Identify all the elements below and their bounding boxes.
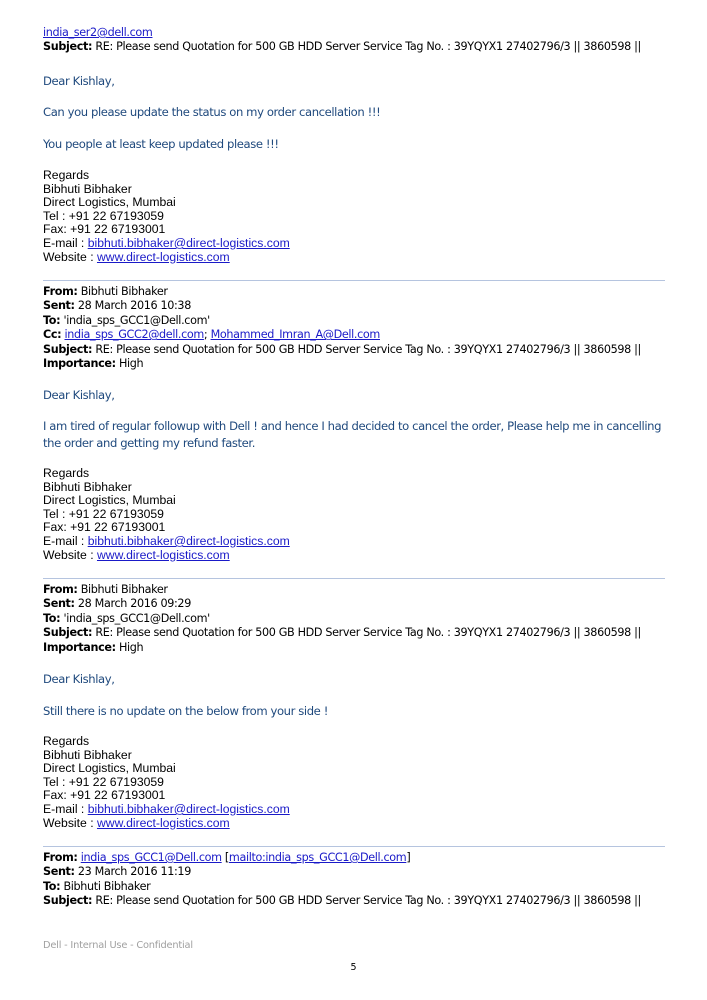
signature-email-link[interactable]: bibhuti.bibhaker@direct-logistics.com — [87, 235, 290, 250]
email-header-1 — [43, 26, 641, 55]
confidentiality-footer: Dell - Internal Use - Confidential — [43, 940, 193, 951]
from-label: From: — [43, 851, 78, 864]
subject-label: Subject: — [43, 626, 93, 640]
signature-email-label: E-mail : — [43, 533, 88, 548]
subject-value: RE: Please send Quotation for 500 GB HDD Server Service Tag No. : 39YQYX1 27402796/3 || 3860598 || — [92, 626, 641, 640]
signature-website-label: Website : — [43, 815, 97, 830]
sent-value: 28 March 2016 09:29 — [74, 597, 191, 611]
cc-email-link[interactable]: india_sps_GCC2@dell.com — [64, 328, 204, 342]
to-value: Bibhuti Bibhaker — [60, 879, 151, 893]
message-separator — [43, 280, 665, 281]
importance-value: High — [115, 640, 144, 654]
cc-label: Cc: — [43, 328, 62, 342]
signature-company: Direct Logistics, Mumbai — [43, 195, 176, 210]
sent-label: Sent: — [43, 299, 75, 313]
signature-regards: Regards — [43, 168, 90, 182]
signature-company: Direct Logistics, Mumbai — [43, 493, 176, 508]
signature-regards: Regards — [43, 734, 90, 748]
signature-tel: Tel : +91 22 67193059 — [43, 208, 164, 223]
email-header-2 — [43, 285, 641, 371]
signature-email-link[interactable]: bibhuti.bibhaker@direct-logistics.com — [87, 533, 290, 548]
signature-email-label: E-mail : — [43, 235, 88, 250]
subject-label: Subject: — [43, 342, 93, 356]
signature-email-link[interactable]: bibhuti.bibhaker@direct-logistics.com — [87, 801, 290, 816]
signature-company: Direct Logistics, Mumbai — [43, 761, 176, 776]
signature-website-label: Website : — [43, 547, 97, 562]
body-paragraph: I am tired of regular followup with Dell ! and hence I had decided to cancel the order, Please help me in cancelling the order and getting my refund faster. — [43, 419, 662, 450]
cc-separator: ; — [203, 328, 211, 342]
signature-name: Bibhuti Bibhaker — [43, 479, 132, 494]
body-paragraph: Can you please update the status on my order cancellation !!! — [43, 105, 381, 119]
importance-value: High — [115, 357, 144, 371]
from-value: Bibhuti Bibhaker — [77, 583, 168, 596]
body-paragraph: Still there is no update on the below from your side ! — [43, 704, 328, 718]
signature-regards: Regards — [43, 466, 90, 480]
signature-block — [43, 169, 290, 264]
from-email-link[interactable]: india_sps_GCC1@Dell.com — [80, 851, 222, 864]
signature-fax: Fax: +91 22 67193001 — [43, 520, 166, 535]
sent-value: 23 March 2016 11:19 — [74, 865, 191, 879]
signature-fax: Fax: +91 22 67193001 — [43, 788, 166, 803]
sent-label: Sent: — [43, 865, 75, 879]
message-separator — [43, 578, 665, 579]
signature-website-link[interactable]: www.direct-logistics.com — [96, 249, 230, 264]
importance-label: Importance: — [43, 357, 116, 371]
to-value: 'india_sps_GCC1@Dell.com' — [60, 313, 210, 327]
email-header-3 — [43, 583, 641, 655]
subject-value: RE: Please send Quotation for 500 GB HDD Server Service Tag No. : 39YQYX1 27402796/3 || 3860598 || — [92, 342, 641, 356]
to-label: To: — [43, 611, 61, 625]
signature-website-link[interactable]: www.direct-logistics.com — [96, 815, 230, 830]
signature-website-label: Website : — [43, 249, 97, 264]
subject-value: RE: Please send Quotation for 500 GB HDD Server Service Tag No. : 39YQYX1 27402796/3 || 3860598 || — [92, 40, 641, 54]
subject-value: RE: Please send Quotation for 500 GB HDD Server Service Tag No. : 39YQYX1 27402796/3 || 3860598 || — [92, 894, 641, 908]
signature-email-label: E-mail : — [43, 801, 88, 816]
mailto-link[interactable]: mailto:india_sps_GCC1@Dell.com — [228, 851, 407, 864]
signature-name: Bibhuti Bibhaker — [43, 747, 132, 762]
sent-value: 28 March 2016 10:38 — [74, 299, 191, 313]
from-label: From: — [43, 583, 78, 596]
signature-website-link[interactable]: www.direct-logistics.com — [96, 547, 230, 562]
signature-name: Bibhuti Bibhaker — [43, 181, 132, 196]
subject-line — [43, 40, 641, 54]
from-label: From: — [43, 285, 78, 298]
bracket-close: ] — [406, 851, 411, 864]
signature-tel: Tel : +91 22 67193059 — [43, 774, 164, 789]
greeting: Dear Kishlay, — [43, 74, 115, 88]
signature-block — [43, 467, 290, 562]
page-number: 5 — [350, 962, 357, 973]
subject-label: Subject: — [43, 894, 93, 908]
to-value: 'india_sps_GCC1@Dell.com' — [60, 611, 210, 625]
from-value: Bibhuti Bibhaker — [77, 285, 168, 298]
signature-block — [43, 735, 290, 830]
email-header-4 — [43, 851, 641, 909]
greeting: Dear Kishlay, — [43, 388, 115, 402]
to-label: To: — [43, 313, 61, 327]
body-paragraph: You people at least keep updated please !!! — [43, 137, 279, 151]
sent-label: Sent: — [43, 597, 75, 611]
subject-label: Subject: — [43, 40, 93, 54]
bracket-open: [ — [221, 851, 229, 864]
greeting: Dear Kishlay, — [43, 672, 115, 686]
message-separator — [43, 846, 665, 847]
importance-label: Importance: — [43, 640, 116, 654]
to-label: To: — [43, 879, 61, 893]
from-email-link[interactable]: india_ser2@dell.com — [43, 26, 153, 39]
cc-email-link[interactable]: Mohammed_Imran_A@Dell.com — [210, 328, 380, 342]
signature-fax: Fax: +91 22 67193001 — [43, 222, 166, 237]
signature-tel: Tel : +91 22 67193059 — [43, 506, 164, 521]
